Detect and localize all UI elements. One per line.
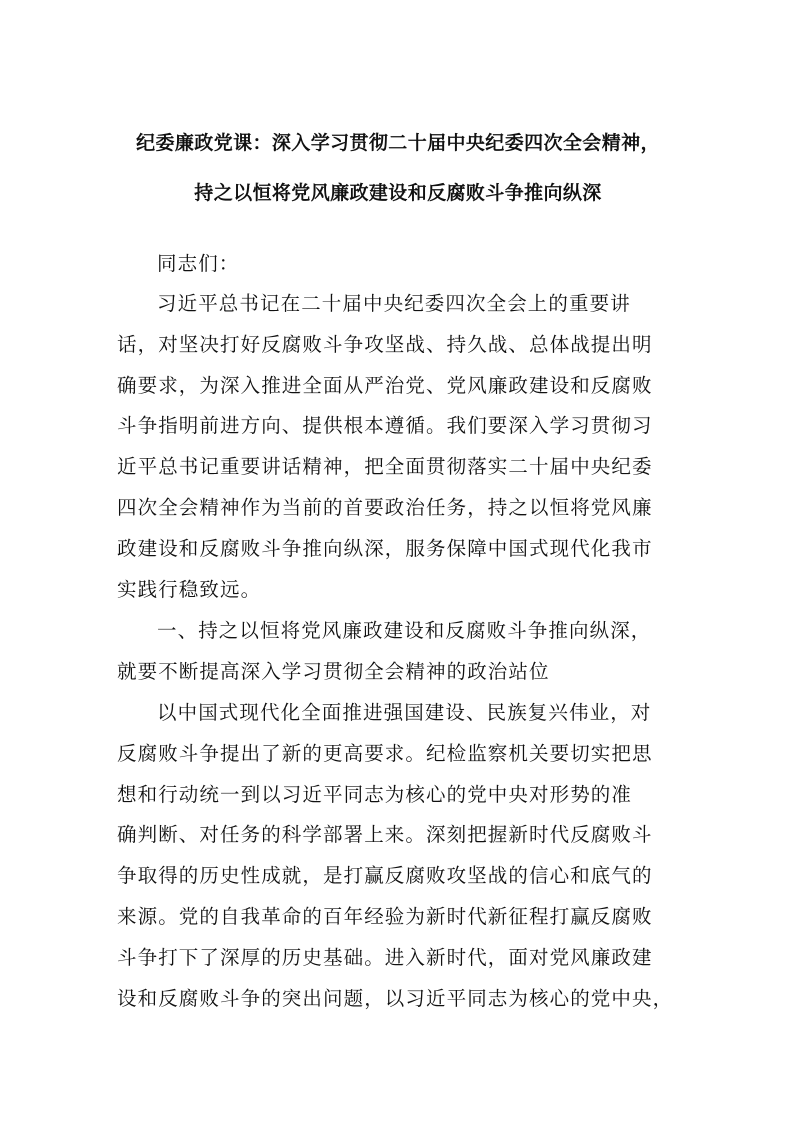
paragraph-2-line: 争取得的历史性成就，是打赢反腐败攻坚战的信心和底气的	[117, 864, 653, 888]
paragraph-1-line: 近平总书记重要讲话精神，把全面贯彻落实二十届中央纪委	[117, 455, 653, 479]
paragraph-1-line: 四次全会精神作为当前的首要政治任务，持之以恒将党风廉	[117, 495, 653, 519]
section-heading-line: 一、持之以恒将党风廉政建设和反腐败斗争推向纵深，	[157, 619, 652, 642]
salutation	[117, 244, 682, 285]
section-heading-line: 就要不断提高深入学习贯彻全会精神的政治站位	[117, 659, 550, 683]
document-title-line-2: 持之以恒将党风廉政建设和反腐败斗争推向纵深	[194, 182, 602, 204]
paragraph-2	[117, 693, 682, 1019]
paragraph-1-line: 确要求，为深入推进全面从严治党、党风廉政建设和反腐败	[117, 373, 653, 397]
paragraph-1-line: 习近平总书记在二十届中央纪委四次全会上的重要讲	[157, 292, 631, 315]
paragraph-1-line: 实践行稳致远。	[117, 577, 262, 601]
paragraph-2-line: 来源。党的自我革命的百年经验为新时代新征程打赢反腐败	[117, 904, 653, 928]
paragraph-2-line: 确判断、对任务的科学部署上来。深刻把握新时代反腐败斗	[117, 823, 653, 847]
paragraph-1-line: 话，对坚决打好反腐败斗争攻坚战、持久战、总体战提出明	[117, 332, 653, 356]
document-title-line-1: 纪委廉政党课：深入学习贯彻二十届中央纪委四次全会精神，	[136, 132, 660, 154]
section-heading-1	[117, 611, 682, 693]
paragraph-1-line: 政建设和反腐败斗争推向纵深，服务保障中国式现代化我市	[117, 536, 653, 560]
salutation-text: 同志们：	[157, 252, 240, 275]
paragraph-2-line: 以中国式现代化全面推进强国建设、民族复兴伟业，对	[157, 701, 652, 724]
paragraph-2-line: 反腐败斗争提出了新的更高要求。纪检监察机关要切实把思	[117, 741, 653, 765]
paragraph-1	[117, 284, 682, 610]
paragraph-2-line: 设和反腐败斗争的突出问题，以习近平同志为核心的党中央，	[117, 986, 674, 1010]
paragraph-2-line: 想和行动统一到以习近平同志为核心的党中央对形势的准	[117, 782, 633, 806]
paragraph-1-line: 斗争指明前进方向、提供根本遵循。我们要深入学习贯彻习	[117, 414, 653, 438]
paragraph-2-line: 斗争打下了深厚的历史基础。进入新时代，面对党风廉政建	[117, 945, 653, 969]
